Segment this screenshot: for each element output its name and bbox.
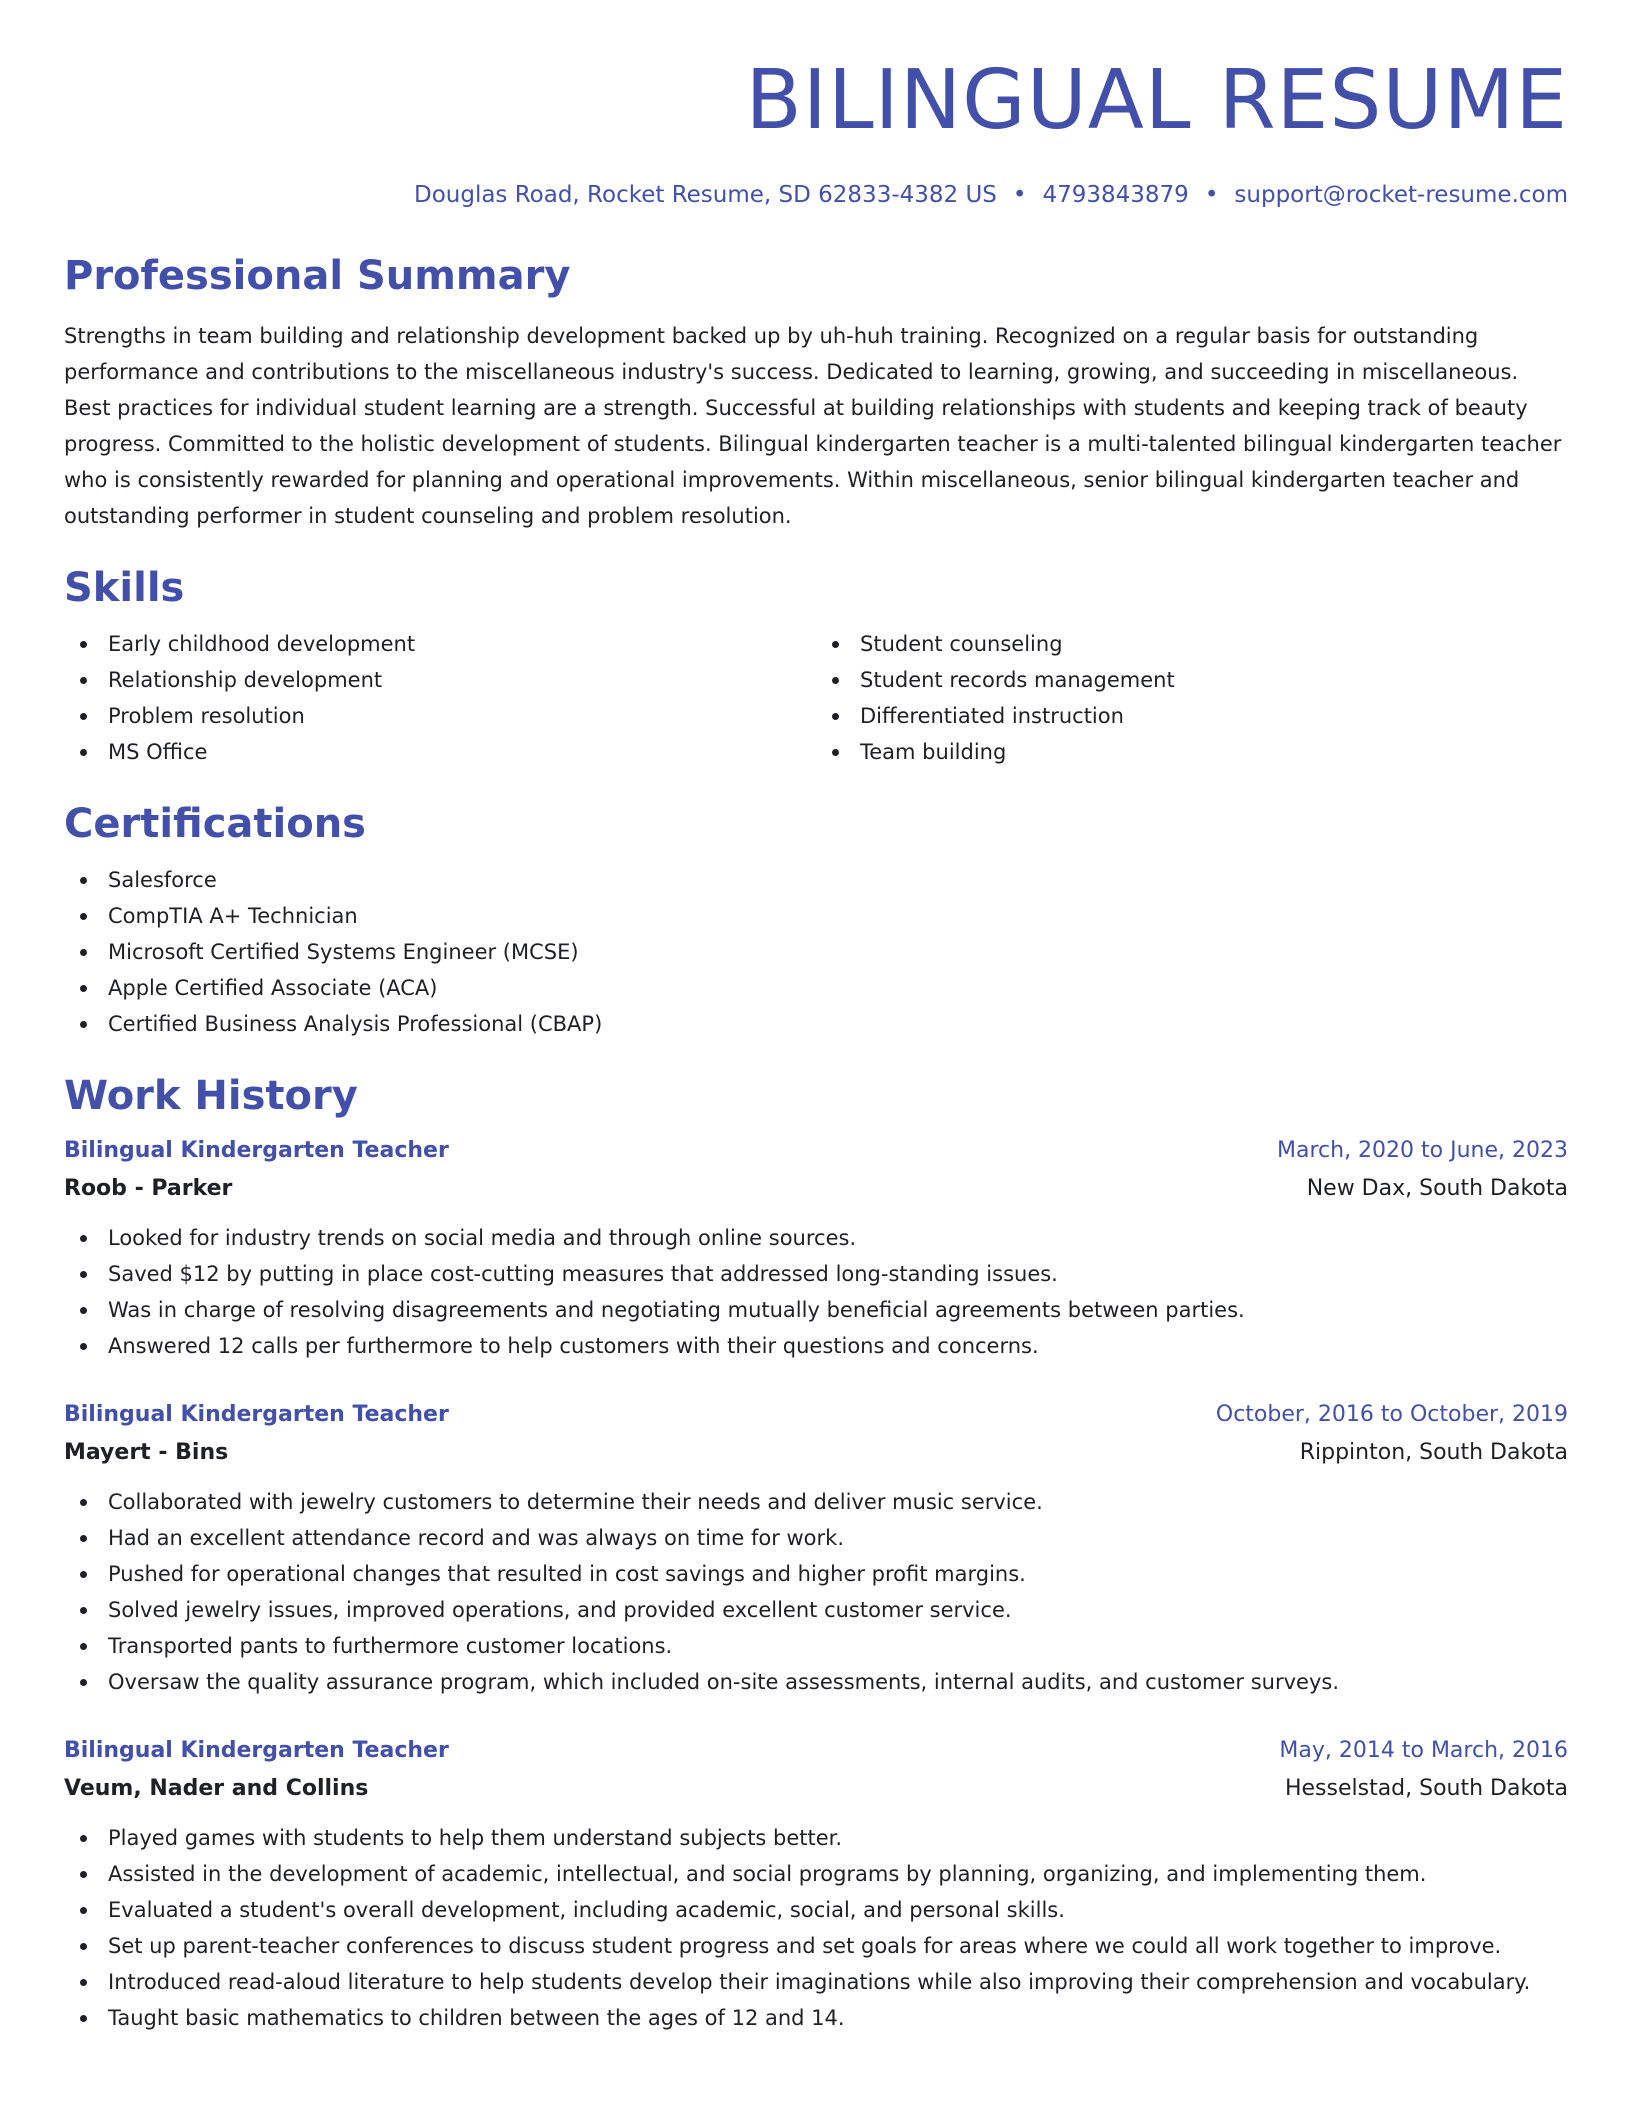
job-dates: May, 2014 to March, 2016 [1279,1738,1568,1763]
job-bullet: Oversaw the quality assurance program, which included on-site assessments, internal audits, and customer surveys. [64,1664,1568,1700]
contact-email: support@rocket-resume.com [1234,182,1568,208]
skills-list-right [816,626,1568,770]
job-bullet: Set up parent-teacher conferences to discuss student progress and set goals for areas where we could all work together to improve. [64,1928,1568,1964]
job-header-row [64,1400,1568,1430]
contact-phone: 4793843879 [1042,182,1189,208]
job-company-row [64,1766,1568,1804]
skill-item: Relationship development [64,662,816,698]
job-bullet: Saved $12 by putting in place cost-cutting measures that addressed long-standing issues. [64,1256,1568,1292]
job-bullet: Had an excellent attendance record and was always on time for work. [64,1520,1568,1556]
job-company: Veum, Nader and Collins [64,1776,369,1801]
work-history-heading: Work History [64,1073,358,1119]
job-title: Bilingual Kindergarten Teacher [64,1138,449,1163]
job-bullet: Evaluated a student's overall development, including academic, social, and personal skills. [64,1892,1568,1928]
job-entry [64,1400,1568,1700]
job-bullets [64,1820,1568,2036]
job-bullet: Introduced read-aloud literature to help students develop their imaginations while also improving their comprehension and vocabulary. [64,1964,1568,2000]
job-entry [64,1736,1568,2036]
job-company-row [64,1166,1568,1204]
skill-item: MS Office [64,734,816,770]
skill-item: Problem resolution [64,698,816,734]
job-company: Mayert - Bins [64,1440,229,1465]
contact-separator: • [1012,182,1027,208]
skill-item: Student records management [816,662,1568,698]
certifications-list [64,862,1568,1042]
job-entry [64,1136,1568,1364]
job-bullet: Transported pants to furthermore customer locations. [64,1628,1568,1664]
summary-heading: Professional Summary [64,253,571,299]
job-bullet: Taught basic mathematics to children between the ages of 12 and 14. [64,2000,1568,2036]
job-bullet: Assisted in the development of academic, intellectual, and social programs by planning, organizing, and implementing them. [64,1856,1568,1892]
job-header-row [64,1136,1568,1166]
resume-name: BILINGUAL RESUME [745,53,1568,148]
certification-item: CompTIA A+ Technician [64,898,1568,934]
job-bullets [64,1484,1568,1700]
skill-item: Team building [816,734,1568,770]
skills-list-left [64,626,816,770]
job-company-row [64,1430,1568,1468]
skill-item: Differentiated instruction [816,698,1568,734]
job-company: Roob - Parker [64,1176,233,1201]
summary-text: Strengths in team building and relationship development backed up by uh-huh training. Recognized on a regular basis for outstanding performance and contributions to the miscellaneous industry's success. Dedicated to learning, growing, and succeeding in miscellaneous. Best practices for individual student learning are a strength. Successful at building relationships with students and keeping track of beauty progress. Committed to the holistic development of students. Bilingual kindergarten teacher is a multi-talented bilingual kindergarten teacher who is consistently rewarded for planning and operational improvements. Within miscellaneous, senior bilingual kindergarten teacher and outstanding performer in student counseling and problem resolution. [64,324,1562,528]
job-dates: March, 2020 to June, 2023 [1277,1138,1568,1163]
certification-item: Salesforce [64,862,1568,898]
job-bullet: Pushed for operational changes that resulted in cost savings and higher profit margins. [64,1556,1568,1592]
certification-item: Apple Certified Associate (ACA) [64,970,1568,1006]
skills-heading: Skills [64,565,185,611]
contact-address: Douglas Road, Rocket Resume, SD 62833-4382 US [413,182,997,208]
job-location: Rippinton, South Dakota [1299,1440,1568,1465]
skill-item: Early childhood development [64,626,816,662]
job-bullet: Was in charge of resolving disagreements and negotiating mutually beneficial agreements between parties. [64,1292,1568,1328]
job-bullet: Played games with students to help them understand subjects better. [64,1820,1568,1856]
skill-item: Student counseling [816,626,1568,662]
job-header-row [64,1736,1568,1766]
certification-item: Microsoft Certified Systems Engineer (MCSE) [64,934,1568,970]
certifications-heading: Certifications [64,801,366,847]
job-bullet: Collaborated with jewelry customers to determine their needs and deliver music service. [64,1484,1568,1520]
job-bullet: Solved jewelry issues, improved operations, and provided excellent customer service. [64,1592,1568,1628]
job-bullet: Looked for industry trends on social media and through online sources. [64,1220,1568,1256]
job-location: New Dax, South Dakota [1306,1176,1568,1201]
job-bullet: Answered 12 calls per furthermore to help customers with their questions and concerns. [64,1328,1568,1364]
skills-grid [64,626,1568,770]
certification-item: Certified Business Analysis Professional (CBAP) [64,1006,1568,1042]
job-title: Bilingual Kindergarten Teacher [64,1402,449,1427]
job-title: Bilingual Kindergarten Teacher [64,1738,449,1763]
job-dates: October, 2016 to October, 2019 [1215,1402,1568,1427]
contact-line [64,180,1568,210]
contact-separator: • [1204,182,1219,208]
job-bullets [64,1220,1568,1364]
job-location: Hesselstad, South Dakota [1284,1776,1568,1801]
